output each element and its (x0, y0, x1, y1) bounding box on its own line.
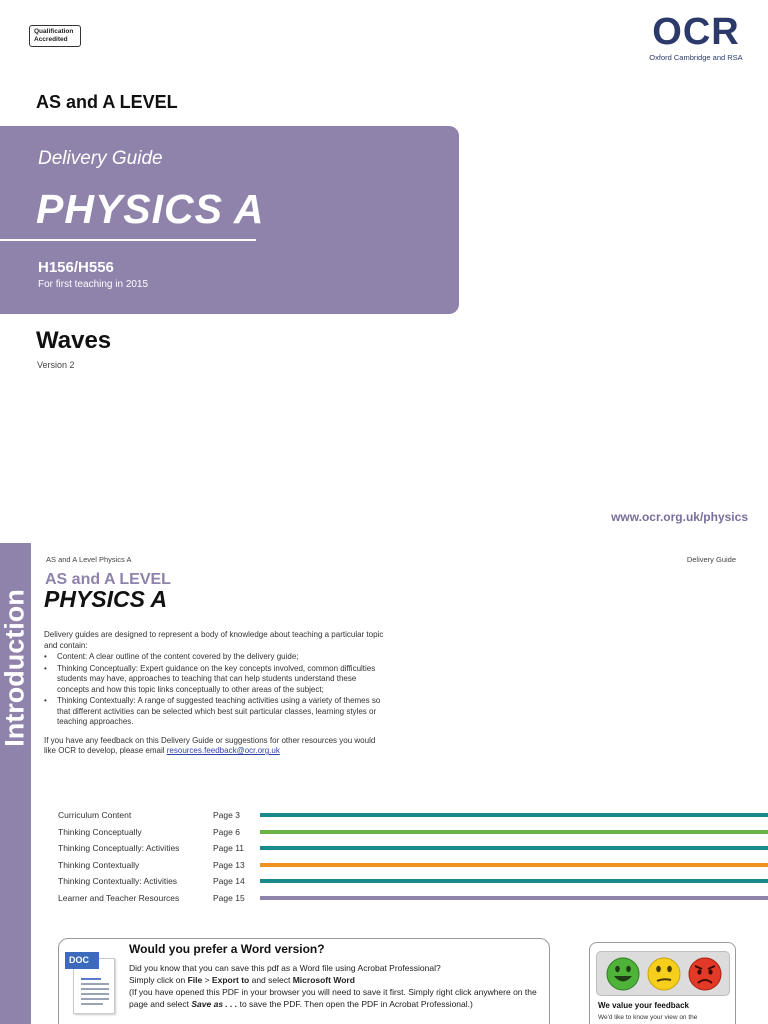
toc-page[interactable]: Page 14 (213, 876, 245, 886)
intro-level-title: AS and A LEVEL (45, 571, 171, 588)
happy-face-icon[interactable] (605, 956, 641, 992)
cover-subject-title: PHYSICS A (36, 186, 265, 232)
cover-guide-type: Delivery Guide (38, 148, 163, 169)
doc-line (81, 988, 109, 990)
toc-row[interactable] (58, 875, 768, 892)
save-as-label: Save as . . . (191, 999, 238, 1009)
toc-page[interactable]: Page 15 (213, 892, 245, 903)
intro-subject-title: PHYSICS A (44, 586, 168, 612)
word-box-line3-a: (If you have opened this PDF in your browser you will need to save it first. Simply right click anywhere on the page and select (129, 987, 537, 1009)
toc-row[interactable] (58, 809, 768, 826)
doc-line (81, 983, 109, 985)
toc-page[interactable]: Page 13 (213, 859, 245, 870)
ocr-logo-tagline: Oxford Cambridge and RSA (649, 53, 743, 62)
word-box-line2-c: and select (249, 975, 293, 985)
feedback-email-link[interactable]: resources.feedback@ocr.org.uk (166, 746, 280, 755)
toc-row[interactable] (58, 826, 768, 843)
toc-color-bar (260, 830, 768, 834)
word-box-line3-b: to save the PDF. Then open the PDF in Acrobat Professional.) (237, 999, 473, 1009)
feedback-faces-panel (596, 951, 730, 996)
contents-list (58, 809, 768, 908)
cover-version: Version 2 (37, 360, 75, 370)
website-link[interactable]: www.ocr.org.uk/physics (611, 510, 748, 524)
qualification-accredited-badge (29, 25, 81, 47)
intro-feedback-text: If you have any feedback on this Delivery Guide or suggestions for other resources you would like OCR to develop, please email (44, 735, 376, 755)
toc-color-bar (260, 879, 768, 883)
toc-page[interactable]: Page 3 (213, 810, 240, 820)
doc-icon-label: DOC (65, 952, 99, 969)
word-box-heading: Would you prefer a Word version? (129, 942, 325, 956)
doc-line (81, 978, 101, 980)
ocr-logo (646, 12, 746, 62)
toc-color-bar (260, 813, 768, 817)
angry-face-icon[interactable] (687, 956, 723, 992)
toc-title[interactable]: Learner and Teacher Resources (58, 892, 180, 903)
word-box-line-1: Did you know that you can save this pdf as a Word file using Acrobat Professional? (129, 963, 441, 973)
toc-color-bar (260, 896, 768, 900)
toc-title[interactable]: Thinking Conceptually: Activities (58, 843, 180, 853)
feedback-box[interactable] (589, 942, 736, 1024)
toc-color-bar (260, 846, 768, 850)
cover-first-teaching: For first teaching in 2015 (38, 279, 149, 290)
export-to-label: Export to (211, 975, 250, 985)
toc-title[interactable]: Thinking Contextually (58, 859, 140, 870)
doc-line (81, 993, 109, 995)
intro-bullet-list (44, 652, 389, 728)
intro-paragraph: Delivery guides are designed to represent a body of knowledge about teaching a particular topic and contain: (44, 630, 384, 650)
toc-row[interactable] (58, 842, 768, 859)
toc-row[interactable] (58, 892, 768, 909)
word-box-line2-b: > (202, 975, 212, 985)
word-doc-icon (65, 952, 117, 1014)
introduction-side-tab-label: Introduction (0, 589, 30, 747)
feedback-text: We'd like to know your view on the (598, 1014, 698, 1021)
intro-body (44, 630, 389, 757)
word-box-line2-a: Simply click on (129, 975, 188, 985)
running-header-right: Delivery Guide (686, 555, 736, 564)
file-menu-label: File (187, 975, 203, 985)
word-box-body (129, 962, 544, 1010)
neutral-face-icon[interactable] (646, 956, 682, 992)
doc-line (81, 1003, 103, 1005)
toc-page[interactable]: Page 6 (213, 826, 240, 837)
cover-spec-code: H156/H556 (38, 259, 114, 276)
badge-line-2: Accredited (34, 35, 68, 43)
toc-title[interactable]: Thinking Conceptually (58, 826, 142, 837)
doc-line (81, 998, 109, 1000)
intro-bullet: • Thinking Contextually: A range of suggested teaching activities using a variety of themes so that different activities can be selected which best suit particular classes, learning styles or teaching approaches. (44, 696, 389, 728)
word-box-line-3 (129, 986, 544, 1010)
microsoft-word-label: Microsoft Word (292, 975, 355, 985)
cover-level-title: AS and A LEVEL (36, 92, 178, 112)
ocr-logo-letters: OCR (652, 11, 740, 53)
feedback-heading: We value your feedback (598, 1001, 689, 1010)
cover-topic-title: Waves (36, 327, 112, 354)
intro-feedback-paragraph (44, 736, 389, 757)
running-header-left: AS and A Level Physics A (46, 555, 132, 564)
toc-title[interactable]: Thinking Contextually: Activities (58, 876, 178, 886)
toc-page[interactable]: Page 11 (213, 843, 245, 853)
word-version-box (58, 938, 550, 1024)
badge-line-1: Qualification (34, 28, 74, 35)
toc-row[interactable] (58, 859, 768, 876)
intro-bullet: • Content: A clear outline of the content covered by the delivery guide; (44, 652, 389, 663)
intro-bullet: • Thinking Conceptually: Expert guidance on the key concepts involved, common difficulties students may have, approaches to teaching that can help students understand these concepts and how this topic links conceptually to other areas of the subject; (44, 664, 389, 696)
toc-title[interactable]: Curriculum Content (58, 810, 132, 820)
toc-color-bar (260, 863, 768, 867)
cover-title-rule (0, 239, 256, 241)
word-box-line-2 (129, 974, 544, 986)
